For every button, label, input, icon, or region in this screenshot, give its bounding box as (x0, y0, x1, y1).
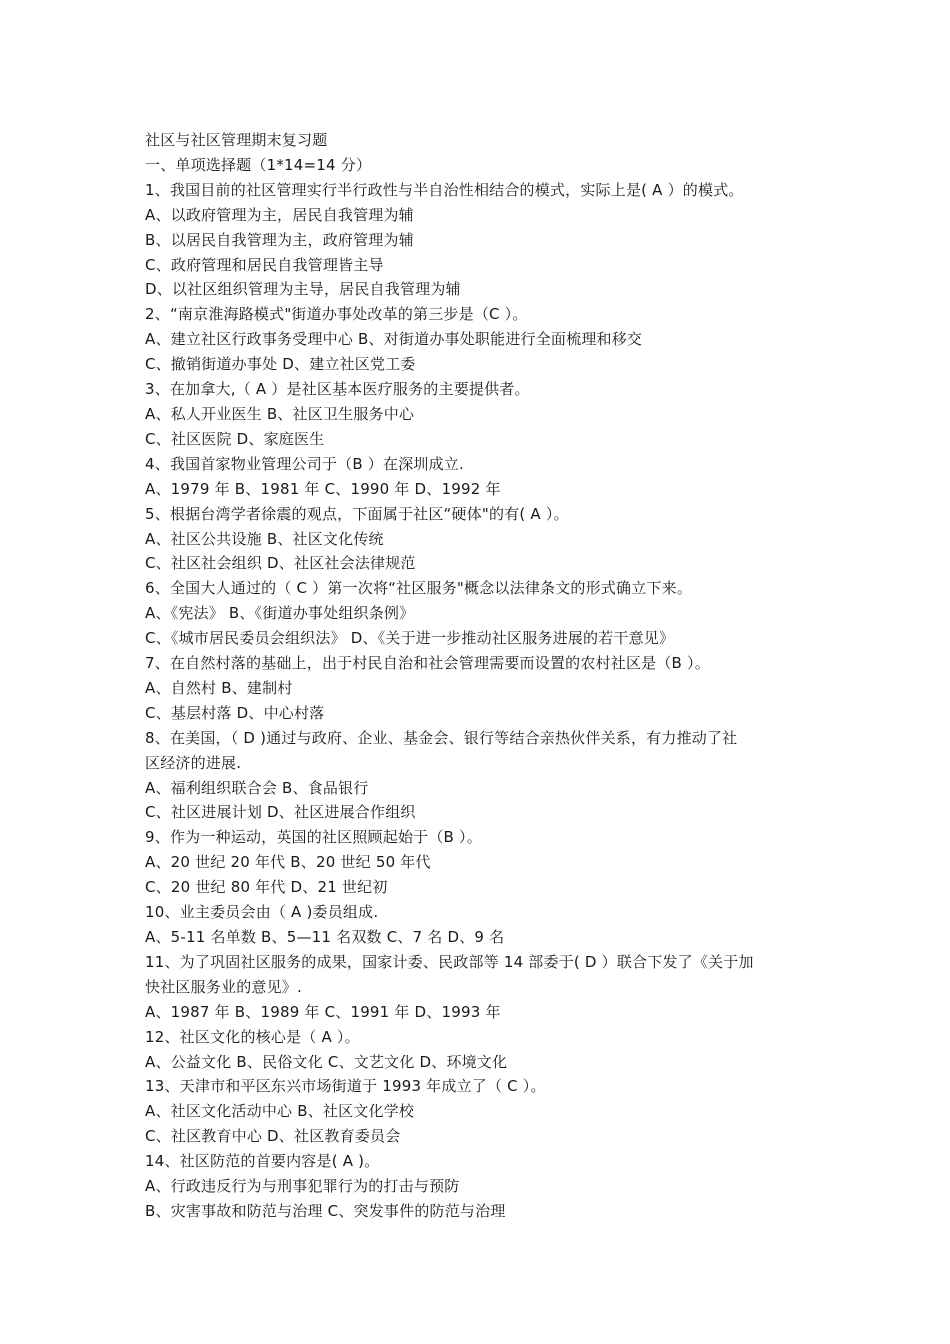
text-line: C、基层村落 D、中心村落 (145, 703, 325, 722)
text-line: A、5-11 名单数 B、5—11 名双数 C、7 名 D、9 名 (145, 928, 505, 946)
document-body (145, 128, 817, 1224)
text-line: A、社区文化活动中心 B、社区文化学校 (145, 1102, 415, 1121)
text-line: C、撤销街道办事处 D、建立社区党工委 (145, 355, 416, 374)
document-title: 社区与社区管理期末复习题 (145, 131, 328, 149)
text-line: 14、社区防范的首要内容是( A )。 (145, 1152, 380, 1171)
text-line: D、以社区组织管理为主导，居民自我管理为辅 (145, 280, 461, 299)
text-line: A、20 世纪 20 年代 B、20 世纪 50 年代 (145, 853, 431, 872)
text-line: A、《宪法》 B、《街道办事处组织条例》 (145, 604, 415, 623)
text-line: C、社区进展计划 D、社区进展合作组织 (145, 803, 416, 822)
text-line: B、灾害事故和防范与治理 C、突发事件的防范与治理 (145, 1201, 506, 1220)
text-line: 7、在自然村落的基础上，出于村民自治和社会管理需要而设置的农村社区是（B ）。 (145, 654, 710, 673)
text-line: A、公益文化 B、民俗文化 C、文艺文化 D、环境文化 (145, 1052, 508, 1071)
text-line: 5、根据台湾学者徐震的观点，下面属于社区“硬体"的有( A ）。 (145, 504, 569, 523)
text-line: C、20 世纪 80 年代 D、21 世纪初 (145, 878, 388, 897)
text-line: C、社区社会组织 D、社区社会法律规范 (145, 554, 416, 573)
text-line: 6、全国大人通过的（ C ）第一次将“社区服务"概念以法律条文的形式确立下来。 (145, 579, 693, 598)
text-line: C、社区医院 D、家庭医生 (145, 429, 325, 448)
text-line: C、社区教育中心 D、社区教育委员会 (145, 1127, 401, 1146)
text-line: 1、我国目前的社区管理实行半行政性与半自治性相结合的模式，实际上是( A ）的模式。 (145, 180, 744, 199)
section-heading: 一、单项选择题（1*14=14 分） (145, 155, 372, 174)
text-line: A、1979 年 B、1981 年 C、1990 年 D、1992 年 (145, 479, 501, 498)
text-line: A、行政违反行为与刑事犯罪行为的打击与预防 (145, 1177, 460, 1196)
text-line: A、1987 年 B、1989 年 C、1991 年 D、1993 年 (145, 1002, 501, 1021)
text-line: A、自然村 B、建制村 (145, 678, 293, 697)
text-line: 3、在加拿大,（ A ）是社区基本医疗服务的主要提供者。 (145, 380, 530, 399)
text-line: 快社区服务业的意见》. (145, 977, 302, 996)
text-line: 13、天津市和平区东兴市场街道于 1993 年成立了（ C ）。 (145, 1077, 546, 1096)
text-line: A、福利组织联合会 B、食品银行 (145, 778, 369, 797)
question-list (145, 178, 817, 1224)
text-line: 11、为了巩固社区服务的成果，国家计委、民政部等 14 部委于( D ）联合下发了《关于加 (145, 952, 754, 971)
text-line: 8、在美国，（ D )通过与政府、企业、基金会、银行等结合亲热伙伴关系，有力推动了社 (145, 728, 738, 747)
text-line: A、社区公共设施 B、社区文化传统 (145, 529, 384, 548)
text-line: 9、作为一种运动，英国的社区照顾起始于（B ）。 (145, 828, 482, 847)
text-line: A、私人开业医生 B、社区卫生服务中心 (145, 404, 415, 423)
text-line: 区经济的进展. (145, 753, 242, 772)
text-line: C、政府管理和居民自我管理皆主导 (145, 255, 384, 274)
text-line: 4、我国首家物业管理公司于（B ）在深圳成立. (145, 454, 464, 473)
text-line: A、建立社区行政事务受理中心 B、对街道办事处职能进行全面梳理和移交 (145, 330, 643, 349)
text-line: 2、“南京淮海路模式"街道办事处改革的第三步是（C ）。 (145, 305, 528, 324)
text-line: 12、社区文化的核心是（ A ）。 (145, 1027, 360, 1046)
text-line: C、《城市居民委员会组织法》 D、《关于进一步推动社区服务进展的若干意见》 (145, 629, 675, 648)
text-line: B、以居民自我管理为主，政府管理为辅 (145, 230, 414, 249)
text-line: 10、业主委员会由（ A )委员组成. (145, 903, 379, 922)
text-line: A、以政府管理为主，居民自我管理为辅 (145, 205, 414, 224)
